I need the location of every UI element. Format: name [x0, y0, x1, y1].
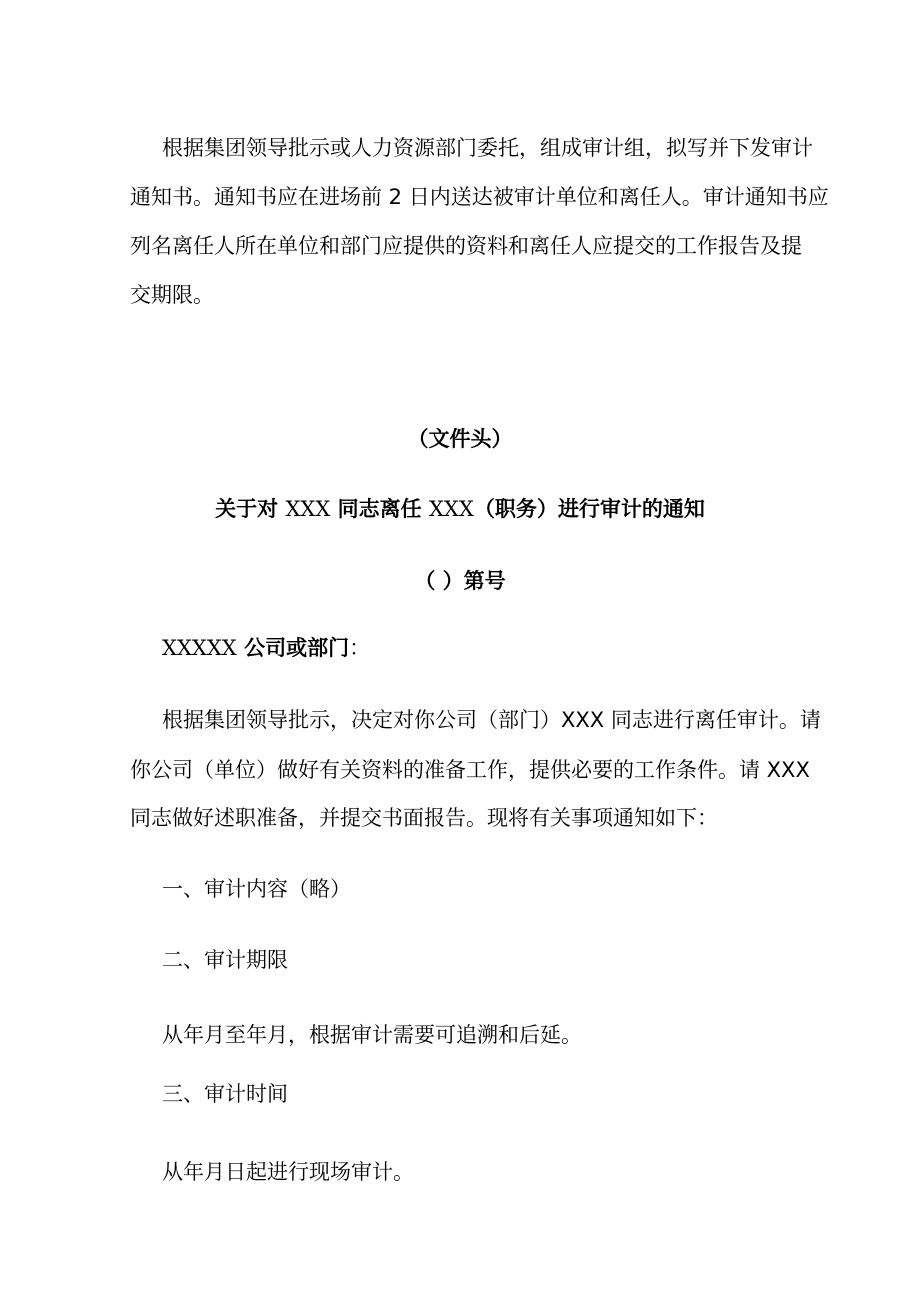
- section-2-heading: 二、审计期限: [162, 948, 288, 972]
- intro-line-2: 通知书。通知书应在进场前 2 日内送达被审计单位和离任人。审计通知书应: [130, 185, 829, 209]
- body-line-2: 你公司（单位）做好有关资料的准备工作，提供必要的工作条件。请 XXX: [130, 758, 810, 782]
- notice-title: [0, 494, 920, 524]
- body-line-1: 根据集团领导批示，决定对你公司（部门）XXX 同志进行离任审计。请: [162, 708, 821, 732]
- notice-title-position-placeholder: XXX: [428, 497, 474, 521]
- addressee: [162, 633, 370, 663]
- intro-line-3: 列名离任人所在单位和部门应提供的资料和离任人应提交的工作报告及提: [130, 234, 802, 258]
- addressee-colon: ：: [349, 636, 371, 660]
- notice-title-part-1: 关于对: [215, 497, 286, 521]
- addressee-name-placeholder: XXXXX: [162, 636, 237, 660]
- intro-line-4: 交期限。: [130, 283, 214, 307]
- file-header-label: （文件头）: [407, 427, 513, 451]
- section-2-text: 从年月至年月，根据审计需要可追溯和后延。: [162, 1023, 582, 1047]
- section-1-heading: 一、审计内容（略）: [162, 877, 351, 901]
- body-line-3: 同志做好述职准备，并提交书面报告。现将有关事项通知如下：: [130, 806, 718, 830]
- document-number: （ ）第号: [414, 569, 506, 593]
- notice-title-part-3: （职务）进行审计的通知: [473, 497, 705, 521]
- section-3-heading: 三、审计时间: [162, 1082, 288, 1106]
- notice-title-part-2: 同志离任: [330, 497, 429, 521]
- notice-title-name-placeholder: XXX: [285, 497, 331, 521]
- intro-line-1: 根据集团领导批示或人力资源部门委托，组成审计组，拟写并下发审计: [162, 136, 813, 160]
- addressee-label: 公司或部门: [236, 636, 350, 660]
- section-3-text: 从年月日起进行现场审计。: [162, 1160, 414, 1184]
